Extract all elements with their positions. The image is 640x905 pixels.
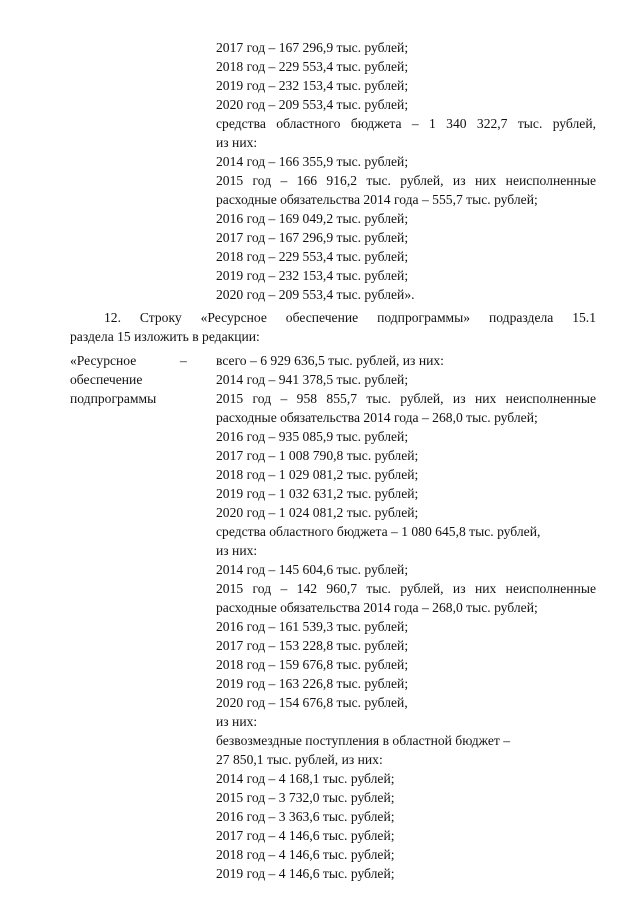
text-line: 2015 год – 958 855,7 тыс. рублей, из них неисполненные	[216, 391, 596, 406]
row-label: подпрограммы	[70, 391, 157, 406]
row-label: «Ресурсное	[70, 353, 137, 368]
text-line: 2019 год – 1 032 631,2 тыс. рублей;	[216, 486, 419, 501]
text-line: 2018 год – 159 676,8 тыс. рублей;	[216, 657, 409, 672]
text-line: 2017 год – 167 296,9 тыс. рублей;	[216, 230, 409, 245]
text-line: 2016 год – 161 539,3 тыс. рублей;	[216, 619, 409, 634]
text-line: 2014 год – 4 168,1 тыс. рублей;	[216, 771, 395, 786]
text-line: средства областного бюджета – 1 080 645,8 тыс. рублей,	[216, 524, 541, 539]
text-line: 27 850,1 тыс. рублей, из них:	[216, 752, 383, 767]
text-line: 2017 год – 4 146,6 тыс. рублей;	[216, 828, 395, 843]
text-line: 2018 год – 4 146,6 тыс. рублей;	[216, 847, 395, 862]
text-line: 2019 год – 232 153,4 тыс. рублей;	[216, 268, 409, 283]
text-line: расходные обязательства 2014 года – 268,0 тыс. рублей;	[216, 600, 538, 615]
text-line: 2020 год – 1 024 081,2 тыс. рублей;	[216, 505, 419, 520]
text-line: 2016 год – 935 085,9 тыс. рублей;	[216, 429, 409, 444]
text-line: 2016 год – 3 363,6 тыс. рублей;	[216, 809, 395, 824]
text-line: 2015 год – 166 916,2 тыс. рублей, из них неисполненные	[216, 173, 596, 188]
text-line: 2014 год – 166 355,9 тыс. рублей;	[216, 154, 409, 169]
text-line: 2020 год – 209 553,4 тыс. рублей;	[216, 97, 409, 112]
text-line: 2014 год – 941 378,5 тыс. рублей;	[216, 372, 409, 387]
text-line: 2016 год – 169 049,2 тыс. рублей;	[216, 211, 409, 226]
text-line: 2019 год – 163 226,8 тыс. рублей;	[216, 676, 409, 691]
text-line: 2015 год – 142 960,7 тыс. рублей, из них неисполненные	[216, 581, 596, 596]
text-line: расходные обязательства 2014 года – 555,7 тыс. рублей;	[216, 192, 538, 207]
row-label: обеспечение	[70, 372, 143, 387]
text-line: 2015 год – 3 732,0 тыс. рублей;	[216, 790, 395, 805]
text-line: 2018 год – 229 553,4 тыс. рублей;	[216, 249, 409, 264]
label-dash: –	[180, 353, 187, 368]
text-line: безвозмездные поступления в областной бюджет –	[216, 733, 510, 748]
text-line: средства областного бюджета – 1 340 322,7 тыс. рублей,	[216, 116, 596, 131]
text-line: расходные обязательства 2014 года – 268,0 тыс. рублей;	[216, 410, 538, 425]
text-line: 2020 год – 154 676,8 тыс. рублей,	[216, 695, 408, 710]
text-line: 2019 год – 4 146,6 тыс. рублей;	[216, 866, 395, 881]
text-line: из них:	[216, 714, 258, 729]
text-line: 2014 год – 145 604,6 тыс. рублей;	[216, 562, 409, 577]
text-line: всего – 6 929 636,5 тыс. рублей, из них:	[216, 353, 444, 368]
text-line: 2018 год – 229 553,4 тыс. рублей;	[216, 59, 409, 74]
text-line: 2017 год – 167 296,9 тыс. рублей;	[216, 40, 409, 55]
text-line: из них:	[216, 135, 258, 150]
text-line: 2018 год – 1 029 081,2 тыс. рублей;	[216, 467, 419, 482]
text-line: 2017 год – 153 228,8 тыс. рублей;	[216, 638, 409, 653]
text-line: 2019 год – 232 153,4 тыс. рублей;	[216, 78, 409, 93]
text-line: 2020 год – 209 553,4 тыс. рублей».	[216, 287, 415, 302]
paragraph-line: раздела 15 изложить в редакции:	[70, 329, 260, 344]
text-line: 2017 год – 1 008 790,8 тыс. рублей;	[216, 448, 419, 463]
text-line: из них:	[216, 543, 258, 558]
paragraph-line: 12. Строку «Ресурсное обеспечение подпрограммы» подраздела 15.1	[104, 310, 596, 325]
